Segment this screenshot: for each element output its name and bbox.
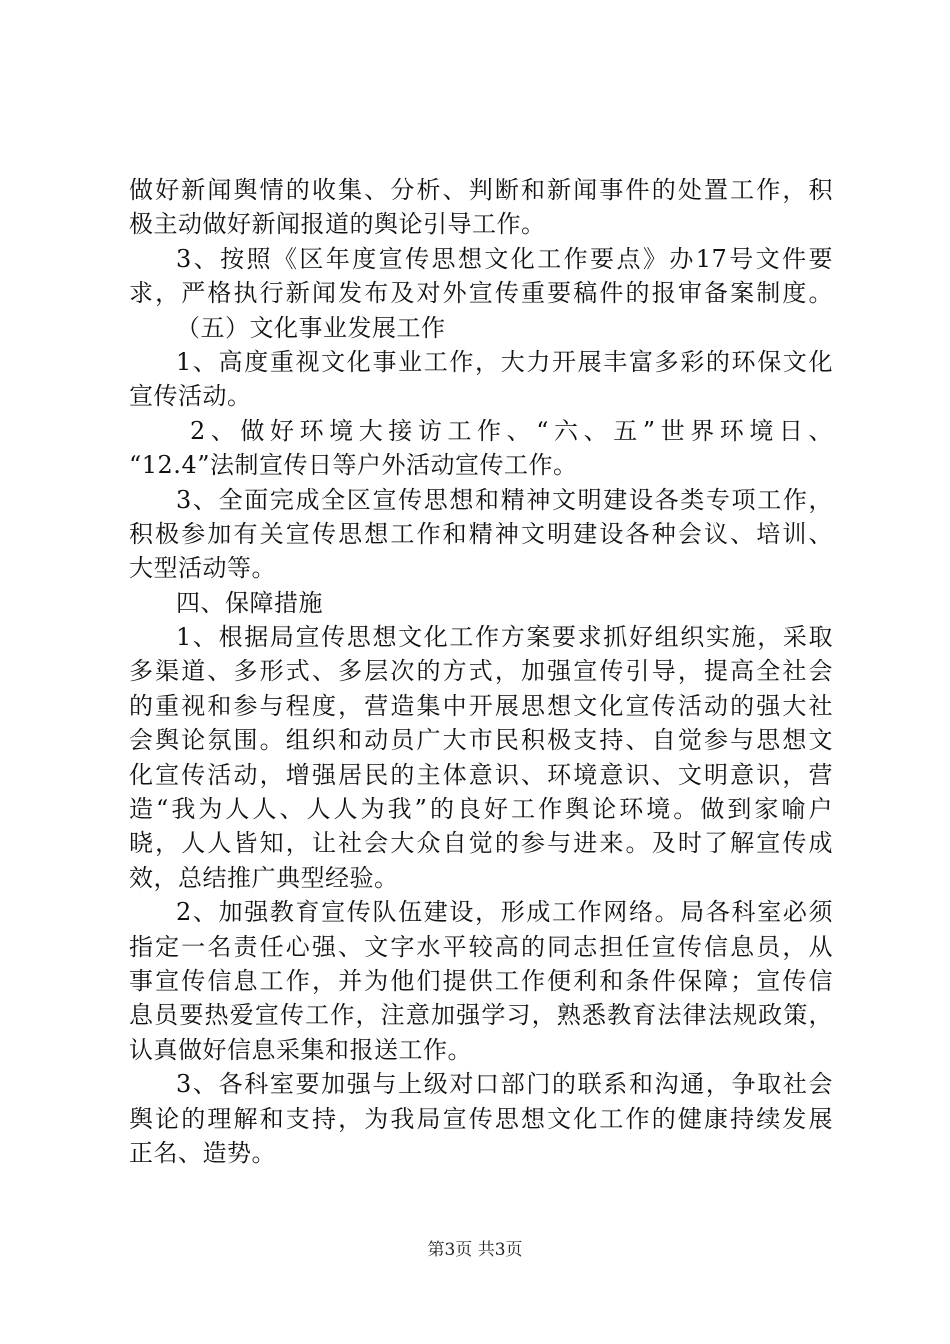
text-line: 做好新闻舆情的收集、分析、判断和新闻事件的处置工作，积 [129, 176, 833, 204]
text-line: “12.4”法制宣传日等户外活动宣传工作。 [129, 451, 578, 480]
text-line: 认真做好信息采集和报送工作。 [129, 1035, 472, 1064]
text-line: 效，总结推广典型经验。 [129, 863, 399, 892]
text-line: 正名、造势。 [129, 1138, 276, 1167]
text-line: 晓，人人皆知，让社会大众自觉的参与进来。及时了解宣传成 [129, 829, 833, 858]
text-line: 1、根据局宣传思想文化工作方案要求抓好组织实施，采取 [176, 623, 833, 652]
text-line: 极主动做好新闻报道的舆论引导工作。 [129, 210, 546, 239]
text-line: 3、各科室要加强与上级对口部门的联系和沟通，争取社会 [176, 1070, 833, 1099]
text-line: 息员要热爱宣传工作，注意加强学习，熟悉教育法律法规政策， [129, 1001, 833, 1030]
document-body [129, 173, 833, 1170]
page-footer: 第3页 共3页 [427, 1240, 523, 1260]
text-line: 大型活动等。 [129, 554, 276, 583]
text-line: 积极参加有关宣传思想工作和精神文明建设各种会议、培训、 [129, 519, 833, 548]
text-line: 的重视和参与程度，营造集中开展思想文化宣传活动的强大社 [129, 691, 833, 720]
text-line: 舆论的理解和支持，为我局宣传思想文化工作的健康持续发展 [129, 1104, 833, 1133]
text-line: 2、加强教育宣传队伍建设，形成工作网络。局各科室必须 [176, 898, 833, 927]
text-line: 会舆论氛围。组织和动员广大市民积极支持、自觉参与思想文 [129, 726, 833, 755]
text-line: 求，严格执行新闻发布及对外宣传重要稿件的报审备案制度。 [129, 279, 833, 308]
text-line: 宣传活动。 [129, 382, 252, 411]
text-line: 造“我为人人、人人为我”的良好工作舆论环境。做到家喻户 [129, 795, 833, 824]
text-line: 3、按照《区年度宣传思想文化工作要点》办17号文件要 [176, 244, 833, 273]
text-line: 多渠道、多形式、多层次的方式，加强宣传引导，提高全社会 [129, 657, 833, 686]
text-line: 3、全面完成全区宣传思想和精神文明建设各类专项工作， [176, 485, 833, 514]
text-line: 指定一名责任心强、文字水平较高的同志担任宣传信息员，从 [129, 932, 833, 961]
text-line: 事宣传信息工作，并为他们提供工作便利和条件保障；宣传信 [129, 966, 833, 995]
text-line: 化宣传活动，增强居民的主体意识、环境意识、文明意识，营 [129, 760, 833, 789]
text-line: 1、高度重视文化事业工作，大力开展丰富多彩的环保文化 [176, 347, 833, 376]
text-line: 四、保障措施 [176, 588, 323, 617]
text-line: （五）文化事业发展工作 [176, 313, 446, 342]
text-line: 2、做好环境大接访工作、“六、五”世界环境日、 [190, 416, 833, 445]
